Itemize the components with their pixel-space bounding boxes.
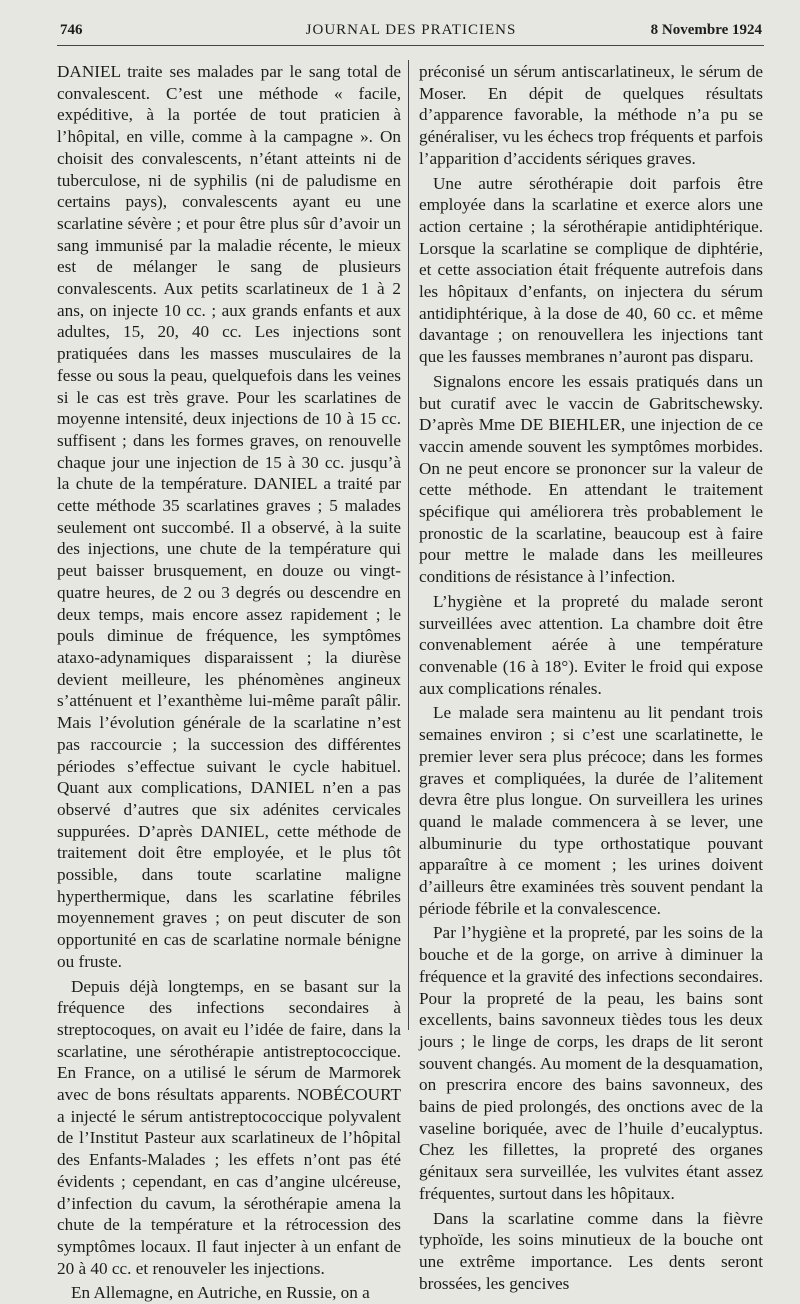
paragraph: Signalons encore les essais pratiqués dans un but curatif avec le vaccin de Gabritschewsky. D’après Mme DE BIEHLER, une injection de ce vaccin amende souvent les symptômes morbides. On ne peut encore se prononcer sur la valeur de cette méthode. En attendant le traitement spécifique qui améliorera très probablement le pronostic de la scarlatine, beaucoup est à faire pour mettre le malade dans les meilleures conditions de résistance à l’infection.	[419, 371, 763, 587]
page-number: 746	[60, 22, 83, 38]
issue-date: 8 Novembre 1924	[650, 22, 762, 38]
paragraph: DANIEL traite ses malades par le sang total de convalescent. C’est une méthode « facile, expéditive, à la portée de tout praticien à l’hôpital, en ville, comme à la campagne ». On choisit des convalescents, n’étant atteints ni de tuberculose, ni de syphilis (ni de paludisme en certains pays), convalescents ayant eu une scarlatine sévère ; et pour être plus sûr d’avoir un sang immunisé par la maladie récente, le mieux est de mélanger le sang de plusieurs convalescents. Aux petits scarlatineux de 1 à 2 ans, on injecte 10 cc. ; aux grands enfants et aux adultes, 15, 20, 40 cc. Les injections sont pratiquées dans les masses musculaires de la fesse ou sous la peau, quelquefois dans les veines si le cas est très grave. Pour les scarlatines de moyenne intensité, deux injections de 10 à 15 cc. suffisent ; dans les formes graves, on renouvelle chaque jour une injection de 15 à 30 cc. jusqu’à la chute de la température. DANIEL a traité par cette méthode 35 scarlatines graves ; 5 malades seulement ont succombé. Il a observé, à la suite des injections, une chute de la température qui peut baisser brusquement, en douze ou vingt-quatre heures, de 2 ou 3 degrés ou descendre en deux temps, mais encore assez rapidement ; le pouls diminue de fréquence, les symptômes ataxo-adynamiques disparaissent ; la diurèse devient meilleure, les phénomènes angineux s’atténuent et l’exanthème lui-même paraît pâlir. Mais l’évolution générale de la scarlatine n’est pas raccourcie ; la succession des différentes périodes s’effectue suivant le cycle habituel. Quant aux complications, DANIEL n’en a pas observé d’autres que six adénites cervicales suppurées. D’après DANIEL, cette méthode de traitement doit être employée, et le plus tôt possible, dans toute scarlatine maligne hyperthermique, dans les scarlatine fébriles moyennement graves ; on peut discuter de son opportunité en cas de scarlatine normale bénigne ou fruste.	[57, 62, 401, 971]
right-column	[419, 61, 763, 1293]
journal-title: JOURNAL DES PRATICIENS	[305, 22, 517, 38]
paragraph: En Allemagne, en Autriche, en Russie, on a	[71, 1283, 370, 1303]
column-divider	[408, 60, 409, 1030]
paragraph: préconisé un sérum antiscarlatineux, le sérum de Moser. En dépit de quelques résultats d’apparence favorable, la méthode n’a pu se généraliser, vu les échecs trop fréquents et parfois l’apparition d’accidents sériques graves.	[419, 62, 763, 168]
header-rule	[57, 45, 764, 46]
page-header	[60, 22, 762, 42]
paragraph: Par l’hygiène et la propreté, par les soins de la bouche et de la gorge, on arrive à diminuer la fréquence et la gravité des infections secondaires. Pour la propreté de la peau, les bains sont excellents, bains savonneux tièdes tous les deux jours ; le linge de corps, les draps de lit seront souvent changés. Au moment de la desquamation, on prescrira encore des bains savonneux, des bains de pied prolongés, des onctions avec de la vaseline boriquée, avec de l’huile d’eucalyptus. Chez les fillettes, la propreté des organes génitaux sera surveillée, les vulvites étant assez fréquentes, surtout dans les hôpitaux.	[419, 923, 763, 1203]
paragraph: Le malade sera maintenu au lit pendant trois semaines environ ; si c’est une scarlatinette, le premier lever sera plus précoce; dans les formes graves et compliquées, la durée de l’alitement devra être plus longue. On surveillera les urines quand le malade commencera à se lever, une albuminurie du type orthostatique pouvant apparaître à ce moment ; les urines doivent d’ailleurs être examinées très souvent pendant la période fébrile et la convalescence.	[419, 703, 763, 918]
paragraph: Une autre sérothérapie doit parfois être employée dans la scarlatine et exerce alors une action certaine ; la sérothérapie antidiphtérique. Lorsque la scarlatine se complique de diphtérie, et cette association était fréquente autrefois dans les hôpitaux d’enfants, on injectera du sérum antidiphtérique, à la dose de 40, 60 cc. et même davantage ; on renouvellera les injections tant que les fausses membranes n’auront pas disparu.	[419, 173, 763, 367]
paragraph: Dans la scarlatine comme dans la fièvre typhoïde, les soins minutieux de la bouche ont une extrême importance. Les dents seront brossées, les gencives	[419, 1208, 763, 1293]
paragraph: Depuis déjà longtemps, en se basant sur la fréquence des infections secondaires à streptocoques, on avait eu l’idée de faire, dans la scarlatine, une sérothérapie antistreptococcique. En France, on a utilisé le sérum de Marmorek avec de bons résultats apparents. NOBÉCOURT a injecté le sérum antistreptococcique polyvalent de l’Institut Pasteur aux scarlatineux de l’hôpital des Enfants-Malades ; les effets n’ont pas été évidents ; cependant, en cas d’angine ulcéreuse, d’infection du cavum, la sérothérapie amena la chute de la température et la rétrocession des symptômes locaux. Il faut injecter à un enfant de 20 à 40 cc. et renouveler les injections.	[57, 976, 401, 1278]
left-column	[57, 61, 401, 1303]
paragraph: L’hygiène et la propreté du malade seront surveillées avec attention. La chambre doit être convenablement aérée à une température convenable (16 à 18°). Eviter le froid qui expose aux complications rénales.	[419, 591, 763, 698]
